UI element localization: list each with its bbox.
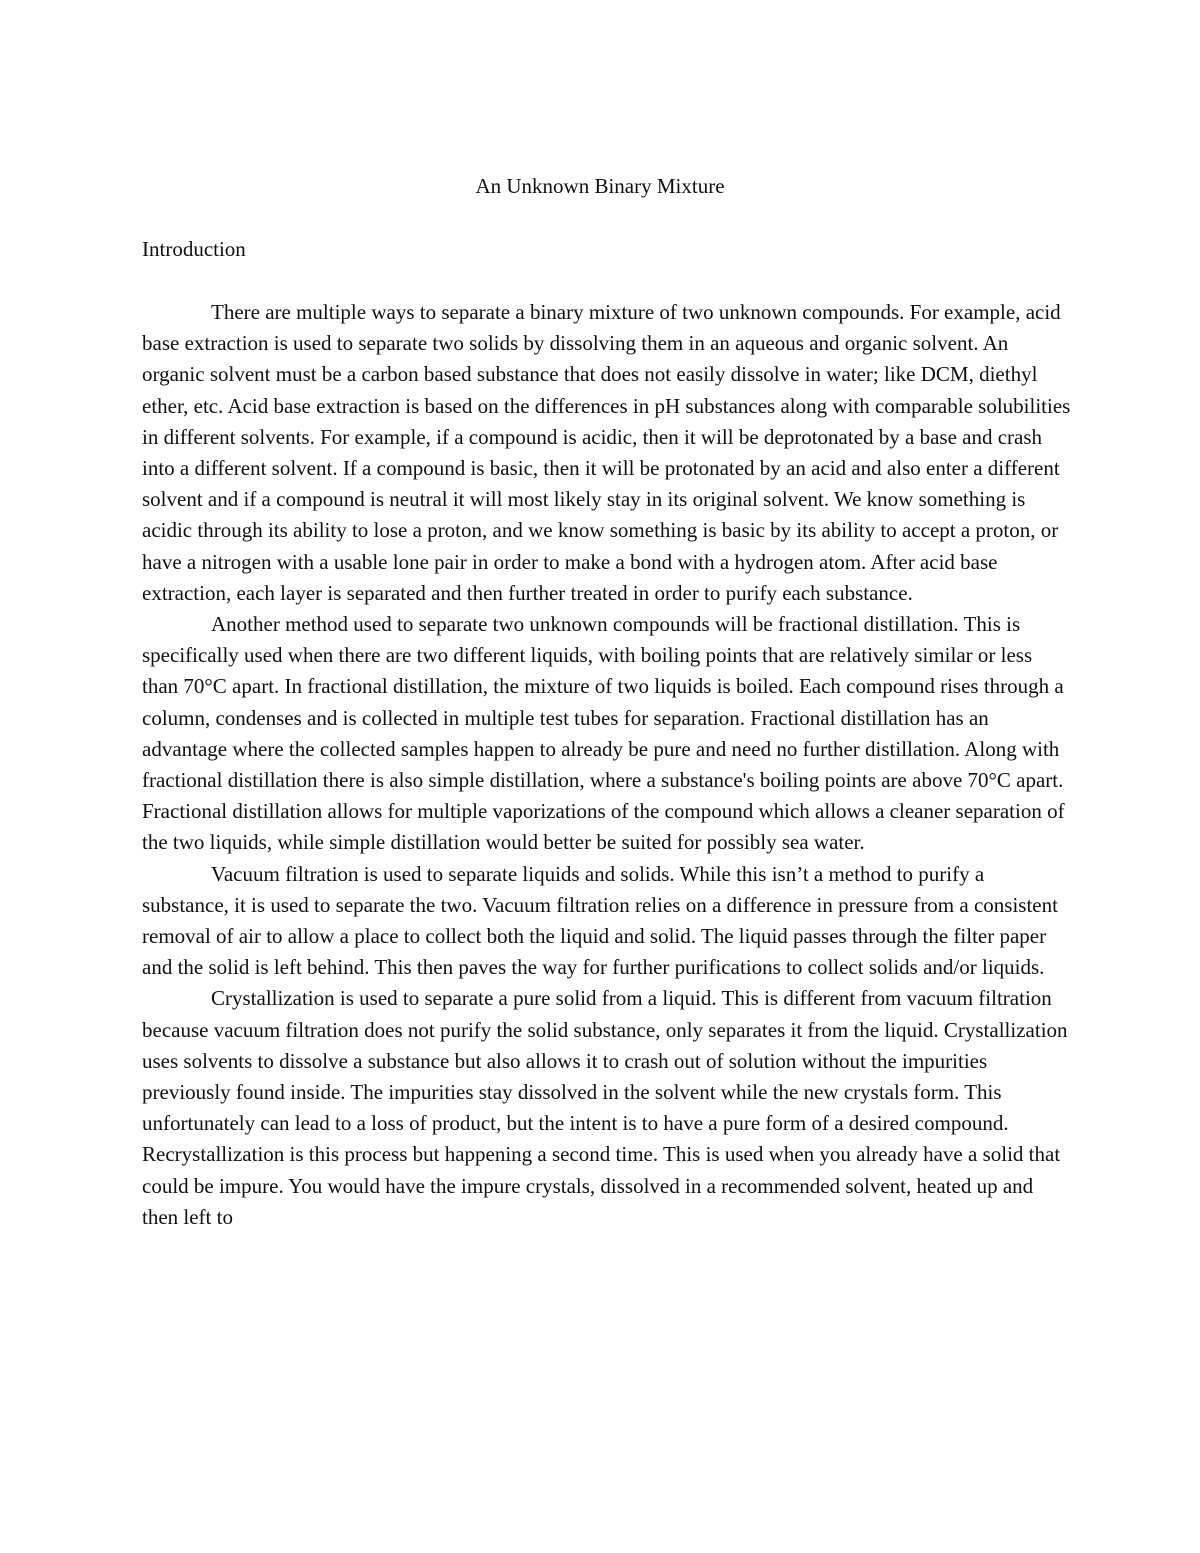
paragraph-vacuum-filtration: Vacuum filtration is used to separate liquids and solids. While this isn’t a method to purify a substance, it is used to separate the two. Vacuum filtration relies on a difference in pressure from a consistent removal of air to allow a place to collect both the liquid and solid. The liquid passes through the filter paper and the solid is left behind. This then paves the way for further purifications to collect solids and/or liquids. [142, 861, 1058, 980]
paragraph-crystallization: Crystallization is used to separate a pure solid from a liquid. This is different from vacuum filtration because vacuum filtration does not purify the solid substance, only separates it from the liquid. Crystallization uses solvents to dissolve a substance but also allows it to crash out of solution without the impurities previously found inside. The impurities stay dissolved in the solvent while the new crystals form. This unfortunately can lead to a loss of product, but the intent is to have a pure form of a desired compound. Recrystallization is this process but happening a second time. This is used when you already have a solid that could be impure. You would have the impure crystals, dissolved in a recommended solvent, heated up and then left to [142, 986, 1068, 1229]
paragraph-acid-base-extraction: There are multiple ways to separate a binary mixture of two unknown compounds. For example, acid base extraction is used to separate two solids by dissolving them in an aqueous and organic solvent. An organic solvent must be a carbon based substance that does not easily dissolve in water; like DCM, diethyl ether, etc. Acid base extraction is based on the differences in pH substances along with comparable solubilities in different solvents. For example, if a compound is acidic, then it will be deprotonated by a base and crash into a different solvent. If a compound is basic, then it will be protonated by an acid and also enter a different solvent and if a compound is neutral it will most likely stay in its original solvent. We know something is acidic through its ability to lose a proton, and we know something is basic by its ability to accept a proton, or have a nitrogen with a usable lone pair in order to make a bond with a hydrogen atom. After acid base extraction, each layer is separated and then further treated in order to purify each substance. [142, 300, 1071, 605]
document-title: An Unknown Binary Mixture [475, 174, 725, 198]
body-text [142, 297, 1072, 1233]
paragraph-fractional-distillation: Another method used to separate two unknown compounds will be fractional distillation. This is specifically used when there are two different liquids, with boiling points that are relatively similar or less than 70°C apart. In fractional distillation, the mixture of two liquids is boiled. Each compound rises through a column, condenses and is collected in multiple test tubes for separation. Fractional distillation has an advantage where the collected samples happen to already be pure and need no further distillation. Along with fractional distillation there is also simple distillation, where a substance's boiling points are above 70°C apart. Fractional distillation allows for multiple vaporizations of the compound which allows a cleaner separation of the two liquids, while simple distillation would better be suited for possibly sea water. [142, 612, 1065, 855]
section-heading-introduction: Introduction [142, 237, 246, 261]
